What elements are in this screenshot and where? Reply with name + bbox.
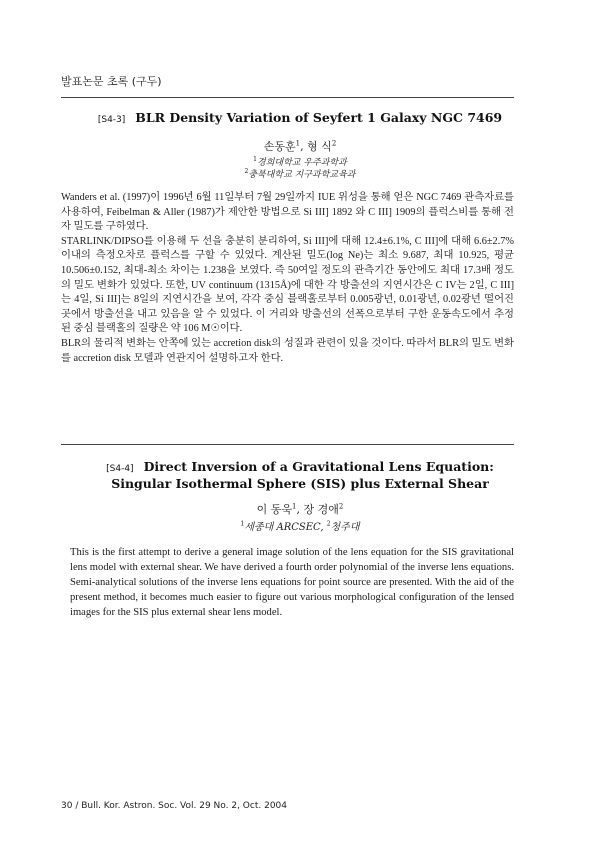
abstract1-affiliation-2 (0, 167, 600, 180)
abstract1-paragraph: Wanders et al. (1997)이 1996년 6월 11일부터 7월 29일까지 IUE 위성을 통해 얻은 NGC 7469 관측자료를 사용하여, Feibelman & Aller (1987)가 제안한 방법으로 Si III] 1892 와 C III] 1909의 플럭스비를 통해 전자 밀도를 구하였다. (61, 192, 514, 233)
abstract1-title: BLR Density Variation of Seyfert 1 Galaxy NGC 7469 (135, 110, 503, 125)
abstract2-code: [S4-4] (106, 464, 134, 474)
affiliation-sup: 1 (253, 156, 257, 163)
author-sup: 1 (292, 502, 297, 511)
abstract2-title: Direct Inversion of a Gravitational Lens Equation: (143, 459, 494, 474)
affiliation-text: 경희대학교 우주과학과 (257, 158, 347, 168)
header-rule (61, 97, 514, 98)
abstract1-paragraph: BLR의 물리적 변화는 안쪽에 있는 accretion disk의 성질과 관련이 있을 것이다. 따라서 BLR의 밀도 변화를 accretion disk 모델과 연관지어 설명하고자 한다. (61, 337, 514, 364)
abstract2-affiliation (0, 518, 600, 533)
author-name: 이 동욱 (256, 503, 293, 516)
affiliation-text: 세종대 ARCSEC, (244, 522, 327, 533)
affiliation-text: 충북대학교 지구과학교육과 (248, 170, 356, 180)
affiliation-sup: 2 (326, 520, 331, 528)
abstract2-body (70, 546, 514, 621)
author-name: , 형 식 (300, 140, 332, 153)
author-sup: 1 (295, 139, 301, 148)
abstract2-authors (0, 501, 600, 517)
abstract1-paragraph: STARLINK/DIPSO를 이용해 두 선을 충분히 분리하여, Si III]에 대해 12.4±6.1%, C III]에 대해 6.6±2.7% 이내의 측정오차로 플럭스를 구할 수 있었다. 계산된 밀도(log Ne)는 최소 9.687, 최대 10.925, 평균 10.506±0.152, 최대-최소 차이는 1.238을 보였다. 즉 50여일 정도의 관측기간 동안에도 최대 17.3배 정도의 밀도 변화가 있었다. 또한, UV continuum (1315Å)에 대한 각 방출선의 지연시간은 C IV는 2일, C III]는 4일, Si III]는 8일의 지연시간을 보여, 각각 중심 블랙홀로부터 0.005광년, 0.01광년, 0.02광년 떨어진 곳에서 방출선을 내고 있음을 알 수 있었다. 이 거리와 방출선의 선폭으로부터 구한 운동속도에서 추정된 중심 블랙홀의 질량은 약 106 M☉이다. (61, 235, 514, 335)
affiliation-text: 청주대 (330, 522, 360, 533)
abstract2-title-line-2 (0, 476, 600, 491)
abstract2-title-continued: Singular Isothermal Sphere (SIS) plus External Shear (111, 476, 489, 491)
author-sup: 2 (338, 502, 344, 511)
abstract2-title-line-1 (0, 459, 600, 474)
affiliation-sup: 2 (244, 168, 249, 175)
author-name: , 장 경애 (296, 503, 339, 516)
running-header: 발표논문 초록 (구두) (61, 75, 162, 88)
affiliation-sup: 1 (240, 520, 245, 528)
abstract1-title-line (0, 110, 600, 125)
abstract2-paragraph: This is the first attempt to derive a general image solution of the lens equation for the SIS gravitational lens model with external shear. We have derived a fourth order polynomial of the inverse lens equations. Semi-analytical solutions of the inverse lens equations for point source are presented. With the aid of the present method, it becomes much easier to figure out various morphological configuration of the lensed images for the SIS plus external shear lens model. (70, 547, 514, 618)
author-sup: 2 (331, 139, 337, 148)
abstract1-code: [S4-3] (97, 115, 126, 125)
page-footer: 30 / Bull. Kor. Astron. Soc. Vol. 29 No. 2, Oct. 2004 (61, 801, 287, 811)
abstract1-body (61, 191, 514, 366)
author-name: 손동훈 (263, 140, 296, 153)
section-rule (61, 444, 514, 445)
abstract1-authors (0, 138, 600, 154)
